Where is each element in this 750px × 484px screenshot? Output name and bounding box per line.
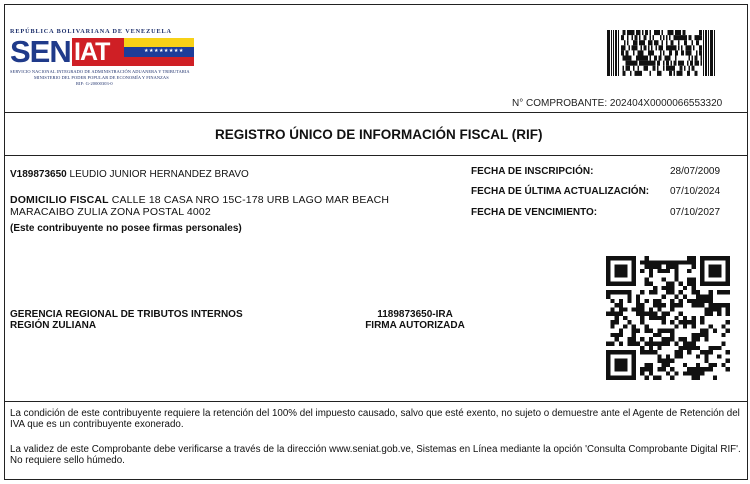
logo-acronym-iat: IAT	[72, 38, 124, 66]
issuing-office	[10, 309, 243, 331]
fiscal-address-line-2: MARACAIBO ZULIA ZONA POSTAL 4002	[10, 206, 211, 218]
venezuela-flag-icon: ★★★★★★★★	[124, 38, 194, 66]
retention-notice: La condición de este contribuyente requiere la retención del 100% del impuesto causado, salvo que esté exento, no sujeto o demuestre ante el Agente de Retención del IVA que es un contribuyente exonerado.	[10, 408, 740, 430]
logo-acronym-sen: SEN	[10, 34, 71, 69]
authorization-code: 1189873650-IRA	[377, 309, 453, 320]
date-value-registration: 28/07/2009	[670, 166, 721, 177]
fiscal-address-line-1	[10, 194, 389, 206]
logo-subtitle-1: SERVICIO NACIONAL INTEGRADO DE ADMINISTRACIÓN ADUANERA Y TRIBUTARIA	[10, 69, 190, 74]
divider-body	[4, 401, 748, 402]
date-value-expiration: 07/10/2027	[670, 207, 721, 218]
divider-title	[4, 155, 748, 156]
verification-qr-code	[606, 256, 730, 380]
signature-note: (Este contribuyente no posee firmas personales)	[10, 223, 242, 234]
republic-name: REPÚBLICA BOLIVARIANA DE VENEZUELA	[10, 28, 172, 35]
pdf417-barcode	[607, 30, 715, 76]
taxpayer-name: LEUDIO JUNIOR HERNANDEZ BRAVO	[69, 169, 249, 180]
date-value-last-update: 07/10/2024	[670, 186, 721, 197]
fiscal-address-label: DOMICILIO FISCAL	[10, 194, 109, 206]
divider-header	[4, 112, 748, 113]
issuing-office-line-1: GERENCIA REGIONAL DE TRIBUTOS INTERNOS	[10, 309, 243, 320]
seniat-logo	[10, 28, 200, 100]
fiscal-address-text: CALLE 18 CASA NRO 15C-178 URB LAGO MAR BEACH	[111, 194, 390, 206]
issuing-office-line-2: REGIÓN ZULIANA	[10, 320, 97, 331]
document-title: REGISTRO ÚNICO DE INFORMACIÓN FISCAL (RIF)	[215, 127, 543, 142]
date-label-registration: FECHA DE INSCRIPCIÓN:	[471, 166, 594, 177]
comprobante-value: 202404X0000066553320	[609, 98, 723, 109]
logo-subtitle-2: MINISTERIO DEL PODER POPULAR DE ECONOMÍA Y FINANZAS	[34, 75, 169, 80]
comprobante-number	[512, 98, 722, 109]
authorized-signature	[355, 309, 475, 331]
logo-wordmark	[10, 34, 200, 69]
validity-notice: La validez de este Comprobante debe verificarse a través de la dirección www.seniat.gob.ve, Sistemas en Línea mediante la opción 'Consulta Comprobante Digital RIF'. No requiere sello húmedo.	[10, 444, 741, 466]
date-label-last-update: FECHA DE ÚLTIMA ACTUALIZACIÓN:	[471, 186, 650, 197]
logo-subtitle-3: RIF: G-20000303-0	[76, 81, 113, 86]
date-label-expiration: FECHA DE VENCIMIENTO:	[471, 207, 598, 218]
taxpayer-rif: V189873650	[10, 169, 67, 180]
taxpayer-identity	[10, 169, 249, 180]
authorized-signature-label: FIRMA AUTORIZADA	[365, 320, 465, 331]
comprobante-label: N° COMPROBANTE:	[512, 98, 608, 109]
